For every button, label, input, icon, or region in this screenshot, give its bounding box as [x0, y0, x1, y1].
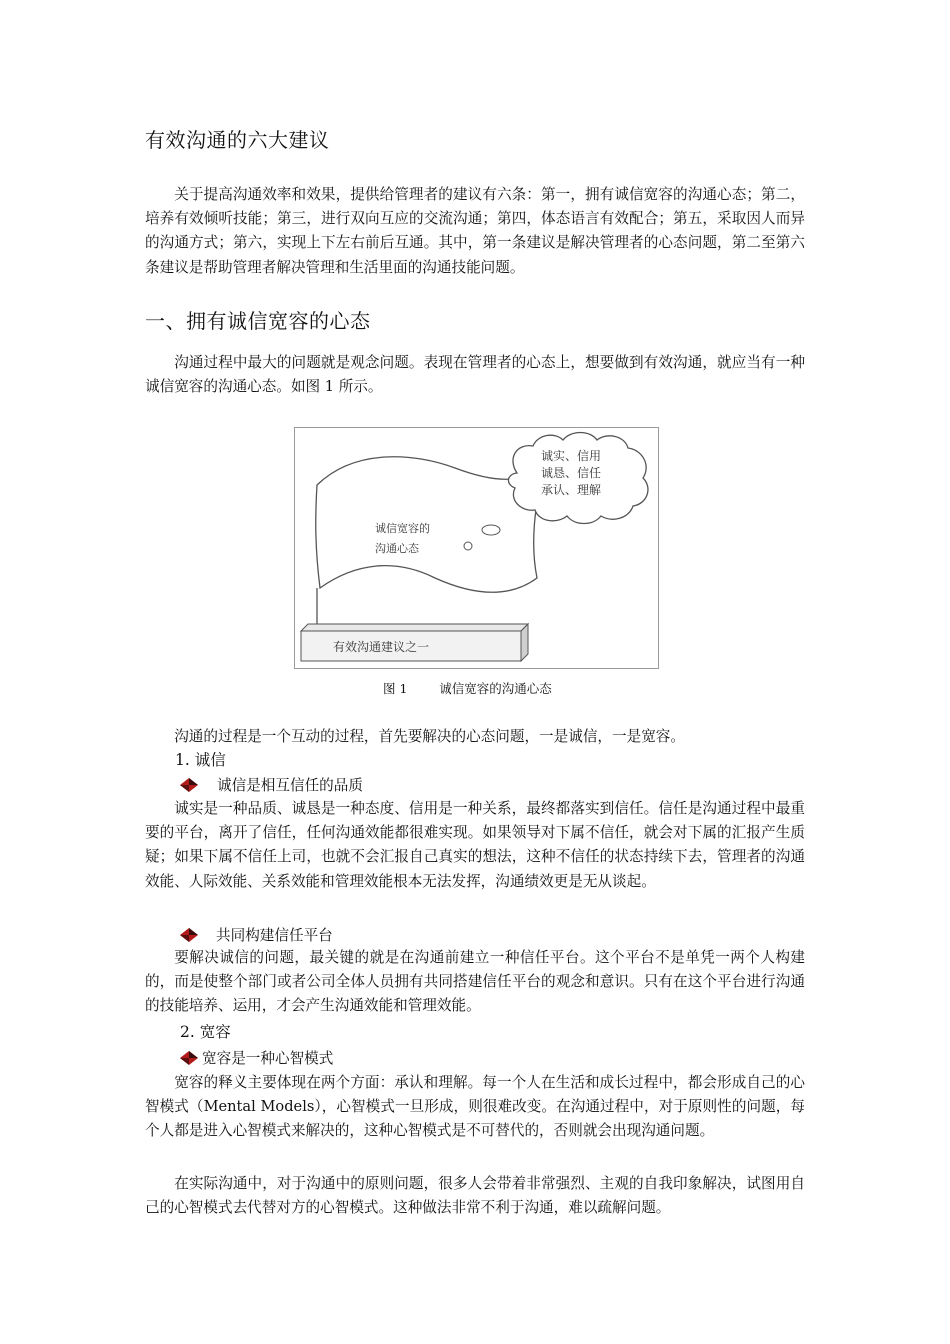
cloud-text-line1: 诚实、信用 [541, 449, 602, 463]
subheading-integrity: 1. 诚信 [175, 751, 226, 769]
base-label: 有效沟通建议之一 [333, 640, 430, 654]
flag-text-line1: 诚信宽容的 [375, 522, 430, 535]
bullet-text: 共同构建信任平台 [216, 927, 333, 944]
practice-paragraph: 在实际沟通中，对于沟通中的原则问题，很多人会带着非常强烈、主观的自我印象解决，试图用自己的心智模式去代替对方的心智模式。这种做法非常不利于沟通，难以疏解问题。 [145, 1175, 805, 1217]
platform-paragraph: 要解决诚信的问题，最关键的就是在沟通前建立一种信任平台。这个平台不是单凭一两个人构建的，而是使整个部门或者公司全体人员拥有共同搭建信任平台的观念和意识。只有在这个平台进行沟通的技能培养、运用，才会产生沟通效能和管理效能。 [145, 949, 805, 1015]
page-title: 有效沟通的六大建议 [145, 128, 330, 152]
caption-text: 诚信宽容的沟通心态 [439, 681, 552, 696]
caption-number: 图 1 [383, 681, 408, 696]
bullet-text: 宽容是一种心智模式 [202, 1050, 334, 1067]
process-paragraph: 沟通的过程是一个互动的过程，首先要解决的心态问题，一是诚信，一是宽容。 [174, 728, 685, 745]
subheading-tolerance: 2. 宽容 [180, 1023, 231, 1041]
figure-caption [383, 679, 552, 697]
bullet-item-trust-quality [179, 774, 363, 795]
tolerance-paragraph: 宽容的释义主要体现在两个方面：承认和理解。每一个人在生活和成长过程中，都会形成自己的心智模式（Mental Models），心智模式一旦形成，则很难改变。在沟通过程中，对于原则性的问题，每个人都是进入心智模式来解决的，这种心智模式是不可替代的，否则就会出现沟通问题。 [145, 1074, 805, 1140]
bullet-item-trust-platform [179, 924, 333, 945]
diamond-bullet-icon [179, 1050, 199, 1066]
thought-bubble-medium [482, 525, 500, 535]
bullet-text: 诚信是相互信任的品质 [217, 777, 363, 794]
section-paragraph: 沟通过程中最大的问题就是观念问题。表现在管理者的心态上，想要做到有效沟通，就应当有一种诚信宽容的沟通心态。如图 1 所示。 [145, 354, 805, 396]
cloud-text-line2: 诚恳、信任 [541, 466, 602, 480]
intro-paragraph: 关于提高沟通效率和效果，提供给管理者的建议有六条：第一，拥有诚信宽容的沟通心态；第二，培养有效倾听技能；第三，进行双向互应的交流沟通；第四，体态语言有效配合；第五，采取因人而异的沟通方式；第六，实现上下左右前后互通。其中，第一条建议是解决管理者的心态问题，第二至第六条建议是帮助管理者解决管理和生活里面的沟通技能问题。 [145, 186, 805, 276]
section-heading: 一、拥有诚信宽容的心态 [145, 309, 371, 333]
diamond-bullet-icon [179, 777, 199, 793]
bullet-item-mental-model [179, 1047, 333, 1068]
base-top [301, 624, 528, 631]
base-side [521, 624, 528, 661]
integrity-paragraph: 诚实是一种品质、诚恳是一种态度、信用是一种关系，最终都落实到信任。信任是沟通过程中最重要的平台，离开了信任，任何沟通效能都很难实现。如果领导对下属不信任，就会对下属的汇报产生质疑；如果下属不信任上司，也就不会汇报自己真实的想法，这种不信任的状态持续下去，管理者的沟通效能、人际效能、关系效能和管理效能根本无法发挥，沟通绩效更是无从谈起。 [145, 800, 805, 890]
cloud-text-line3: 承认、理解 [541, 483, 602, 497]
thought-bubble-small [464, 542, 472, 550]
flag-text-line2: 沟通心态 [375, 542, 419, 555]
diamond-bullet-icon [179, 927, 199, 943]
figure-illustration [295, 428, 658, 668]
figure-1 [294, 427, 659, 669]
